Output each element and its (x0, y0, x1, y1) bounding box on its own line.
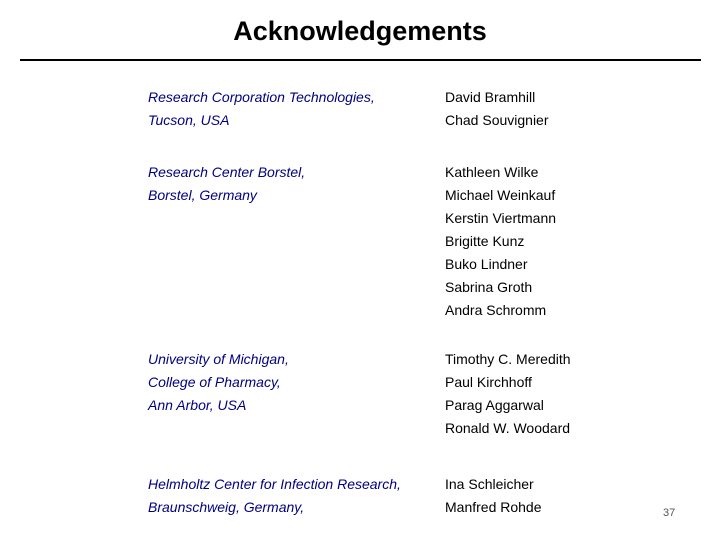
page-number: 37 (663, 507, 676, 519)
person-name: Sabrina Groth (445, 279, 533, 295)
organization-line: Research Corporation Technologies, (148, 89, 375, 105)
person-name: Ronald W. Woodard (445, 420, 571, 436)
organization-line: Borstel, Germany (148, 187, 257, 203)
person-name: Andra Schromm (445, 302, 547, 318)
person-name: Brigitte Kunz (445, 233, 525, 249)
organization-line: Braunschweig, Germany, (148, 499, 305, 515)
organization-line: Ann Arbor, USA (148, 397, 247, 413)
person-name: Chad Souvignier (445, 112, 549, 128)
person-name: Ina Schleicher (445, 476, 534, 492)
organization-line: College of Pharmacy, (148, 374, 281, 390)
person-name: Paul Kirchhoff (445, 374, 532, 390)
person-name: Michael Weinkauf (445, 187, 556, 203)
person-name: Parag Aggarwal (445, 397, 544, 413)
title-divider (20, 59, 701, 61)
organization-line: University of Michigan, (148, 351, 289, 367)
organization-line: Tucson, USA (148, 112, 230, 128)
person-name: Manfred Rohde (445, 499, 542, 515)
person-name: Kerstin Viertmann (445, 210, 557, 226)
person-name: David Bramhill (445, 89, 536, 105)
person-name: Timothy C. Meredith (445, 351, 571, 367)
person-name: Buko Lindner (445, 256, 528, 272)
organization-line: Helmholtz Center for Infection Research, (148, 476, 401, 492)
person-name: Kathleen Wilke (445, 164, 539, 180)
slide-title: Acknowledgements (233, 16, 487, 46)
organization-line: Research Center Borstel, (148, 164, 306, 180)
